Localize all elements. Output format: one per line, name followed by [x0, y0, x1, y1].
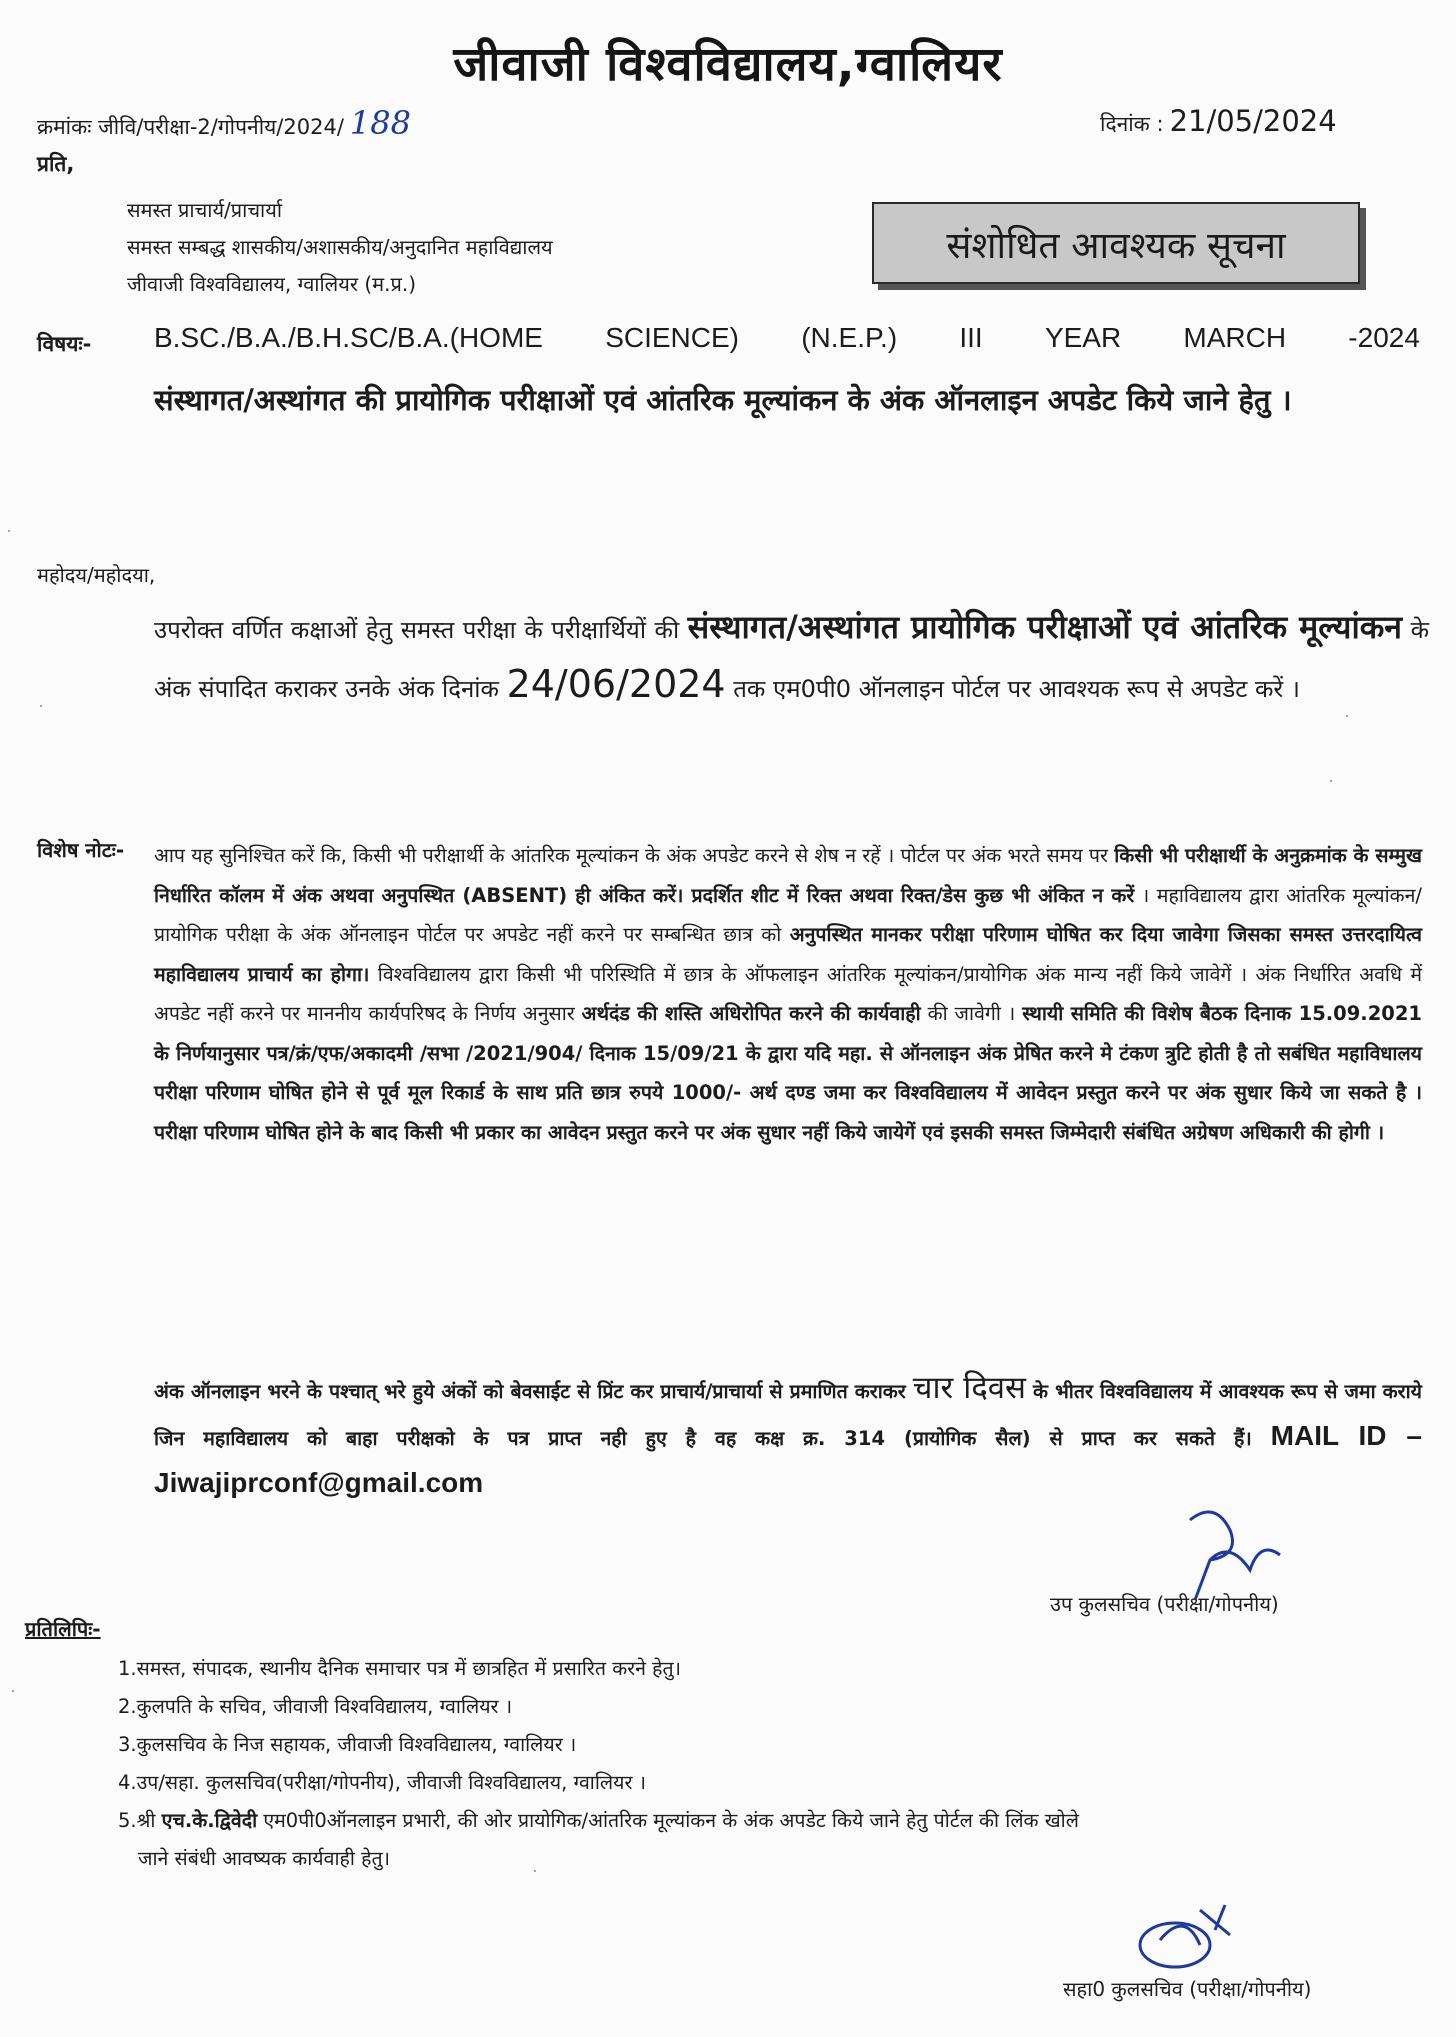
para-emphasis: संस्थागत/अस्थांगत प्रायोगिक परीक्षाओं एवं आंतरिक मूल्यांकन — [687, 608, 1403, 646]
subject-word: SCIENCE) — [605, 322, 739, 353]
subject-word: III — [959, 322, 983, 353]
subject-word: B.SC./B.A./B.H.SC/B.A.(HOME — [154, 322, 543, 353]
copy-to-label: प्रतिलिपिः- — [25, 1617, 101, 1641]
subject-hindi: संस्थागत/अस्थांगत की प्रायोगिक परीक्षाओं एवं आंतरिक मूल्यांकन के अंक ऑनलाइन अपडेट किये जाने हेतु । — [154, 383, 1292, 417]
deadline-date: 24/06/2024 — [506, 662, 726, 706]
scan-speck — [534, 1870, 536, 1872]
final-instruction — [154, 1366, 1422, 1508]
scan-speck — [8, 530, 10, 532]
four-days-emphasis: चार दिवस — [912, 1370, 1026, 1406]
signatory-2: सहा0 कुलसचिव (परीक्षा/गोपनीय) — [1063, 1977, 1312, 2001]
special-note-body — [154, 836, 1422, 1152]
scan-speck — [1346, 715, 1348, 717]
date-value: 21/05/2024 — [1169, 104, 1337, 138]
recipient-line-1: समस्त प्राचार्य/प्राचार्या — [127, 198, 283, 222]
special-note-label: विशेष नोटः- — [37, 838, 125, 862]
cc-item: 2.कुलपति के सचिव, जीवाजी विश्वविद्यालय, ग्वालियर । — [118, 1695, 513, 1718]
subject-word: MARCH — [1183, 322, 1287, 353]
cc-name-bold: एच.के.द्विवेदी — [161, 1809, 258, 1832]
date-label: दिनांक : — [1100, 112, 1164, 136]
para-text: के अंक संपादित कराकर उनके अंक दिनांक — [154, 616, 1429, 703]
note-text: । महाविद्यालय द्वारा आंतरिक मूल्यांकन/प्रायोगिक परीक्षा के अंक ऑनलाइन पोर्टल पर अपडेट नहीं करने पर सम्बन्धित छात्र को — [154, 883, 1422, 946]
cc-item-5-cont: जाने संबंधी आवष्यक कार्यवाही हेतु। — [138, 1847, 390, 1870]
scan-speck — [12, 1690, 14, 1692]
ref-handwritten-number: 188 — [349, 104, 411, 142]
note-bold: अनुपस्थित मानकर परीक्षा परिणाम घोषित कर दिया जावेगा जिसका समस्त उत्तरदायित्व महाविद्यालय प्राचार्य का होगा। — [154, 923, 1423, 986]
final-text: अंक ऑनलाइन भरने के पश्चात् भरे हुये अंकों को बेवसाईट से प्रिंट कर प्राचार्य/प्राचार्या से प्रमाणित कराकर — [154, 1380, 913, 1403]
cc-text: 5.श्री — [118, 1809, 162, 1832]
note-bold: अर्थदंड की शस्ति अधिरोपित करने की कार्यवाही — [581, 1002, 921, 1025]
signatory-1: उप कुलसचिव (परीक्षा/गोपनीय) — [1050, 1592, 1279, 1616]
scan-speck — [1330, 780, 1332, 782]
subject-word: -2024 — [1348, 322, 1420, 353]
final-text: के भीतर विश्वविद्यालय में आवश्यक रूप से जमा कराये जिन महाविद्यालय को बाहा परीक्षको के पत्र प्राप्त नही हुए है वह कक्ष क्र. 314 (प्रायोगिक सैल) से प्राप्त कर सकते हैं। — [154, 1380, 1422, 1450]
revised-notice-box: संशोधित आवश्यक सूचना — [872, 202, 1360, 284]
note-text: आप यह सुनिश्चित करें कि, किसी भी परीक्षार्थी के आंतरिक मूल्यांकन के अंक अपडेट करने से शेष न रहें । पोर्टल पर अंक भरते समय पर — [154, 844, 1115, 867]
note-text: विश्वविद्यालय द्वारा किसी भी परिस्थिति में छात्र के ऑफलाइन आंतरिक मूल्यांकन/प्रायोगिक अंक मान्य नहीं किये जावेगें । अंक निर्धारित अवधि में अपडेट नहीं करने पर माननीय कार्यपरिषद के निर्णय अनुसार — [154, 962, 1422, 1025]
subject-word: (N.E.P.) — [801, 322, 898, 353]
recipient-line-2: समस्त सम्बद्ध शासकीय/अशासकीय/अनुदानित महाविद्यालय — [127, 235, 553, 259]
note-text: की जावेगी । — [920, 1002, 1023, 1025]
subject-label: विषयः- — [37, 332, 92, 356]
letter-date — [1100, 104, 1337, 138]
cc-item: 3.कुलसचिव के निज सहायक, जीवाजी विश्वविद्यालय, ग्वालियर । — [118, 1733, 577, 1756]
recipient-label: प्रति, — [37, 152, 75, 176]
note-bold: स्थायी समिति की विशेष बैठक दिनाक 15.09.2021 के निर्णयानुसार पत्र/क्रं/एफ/अकादमी /सभा /2021/904/ दिनाक 15/09/21 के द्वारा यदि महा. से ऑनलाइन अंक प्रेषित करने मे टंकण त्रुटि होती है तो सबंधित महाविधालय परीक्षा परिणाम घोषित होने से पूर्व मूल रिकार्ड के साथ प्रति छात्र रुपये 1000/- अर्थ दण्ड जमा कर विश्वविद्यालय में आवेदन प्रस्तुत करने पर अंक सुधार किये जा सकते है । परीक्षा परिणाम घोषित होने के बाद किसी भी प्रकार का आवेदन प्रस्तुत करने पर अंक सुधार नहीं किये जायेगें एवं इसकी समस्त जिम्मेदारी संबंधित अग्रेषण अधिकारी की होगी । — [154, 1002, 1422, 1144]
university-title: जीवाजी विश्वविद्यालय,ग्वालियर — [453, 37, 1003, 92]
cc-item: 4.उप/सहा. कुलसचिव(परीक्षा/गोपनीय), जीवाजी विश्वविद्यालय, ग्वालियर । — [118, 1771, 647, 1794]
assistant-registrar-signature — [1130, 1890, 1260, 1980]
main-paragraph — [154, 600, 1429, 716]
subject-word: YEAR — [1044, 322, 1122, 353]
ref-prefix: क्रमांकः जीवि/परीक्षा-2/गोपनीय/2024/ — [37, 115, 344, 139]
salutation: महोदय/महोदया, — [37, 563, 156, 587]
mail-id: MAIL ID – Jiwajiprconf@gmail.com — [154, 1420, 1422, 1498]
para-text: तक एम0पी0 ऑनलाइन पोर्टल पर आवश्यक रूप से अपडेट करें । — [725, 675, 1300, 703]
subject-english — [154, 322, 1420, 354]
cc-item-5 — [118, 1802, 1418, 1840]
cc-item: 1.समस्त, संपादक, स्थानीय दैनिक समाचार पत्र में छात्रहित में प्रसारित करने हेतु। — [118, 1657, 682, 1680]
copy-to-list — [118, 1650, 1418, 1878]
para-text: उपरोक्त वर्णित कक्षाओं हेतु समस्त परीक्षा के परीक्षार्थियों की — [154, 616, 688, 644]
recipient-line-3: जीवाजी विश्वविद्यालय, ग्वालियर (म.प्र.) — [127, 272, 417, 296]
note-bold: किसी भी परीक्षार्थी के अनुक्रमांक के सम्मुख निर्धारित कॉलम में अंक अथवा अनुपस्थित (ABSENT) ही अंकित करें। प्रदर्शित शीट में रिक्त अथवा रिक्त/डेस कुछ भी अंकित न करें — [154, 844, 1422, 907]
scan-speck — [40, 705, 42, 707]
cc-text: एम0पी0ऑनलाइन प्रभारी, की ओर प्रायोगिक/आंतरिक मूल्यांकन के अंक अपडेट किये जाने हेतु पोर्टल की लिंक खोले — [257, 1809, 1079, 1832]
reference-number — [37, 104, 411, 142]
